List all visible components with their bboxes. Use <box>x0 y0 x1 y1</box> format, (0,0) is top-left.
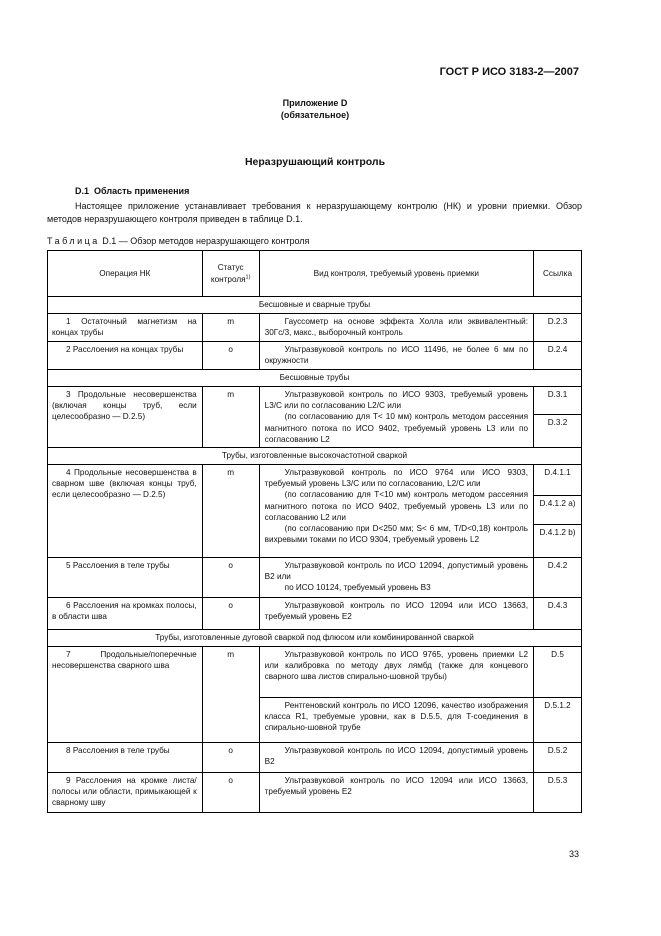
cell-reference: D.3.2 <box>534 415 582 448</box>
table-row <box>48 647 582 698</box>
cell-method: Ультразвуковой контроль по ИСО 12094, допустимый уровень B2 или по ИСО 10124, требуемый уровень B3 <box>259 558 533 598</box>
table-row <box>48 598 582 630</box>
group-row <box>48 448 582 465</box>
cell-reference: D.4.1.1 <box>534 465 582 496</box>
cell-method: Гауссометр на основе эффекта Холла или эквивалентный: 30Гс/3, макс., выборочный контроль <box>259 314 533 342</box>
table-header-row <box>48 251 582 297</box>
table-row <box>48 387 582 415</box>
group-heading: Трубы, изготовленные дуговой сваркой под флюсом или комбинированной сваркой <box>48 630 582 647</box>
cell-operation: 2 Расслоения на концах трубы <box>48 342 203 370</box>
col-header-reference: Ссылка <box>534 251 582 297</box>
cell-method: Ультразвуковой контроль по ИСО 11496, не более 6 мм по окружности <box>259 342 533 370</box>
intro-paragraph <box>47 200 582 225</box>
cell-status: o <box>202 773 259 813</box>
cell-method: Ультразвуковой контроль по ИСО 9764 или ИСО 9303, требуемый уровень L3/C или по согласованию, L2/C или (по согласованию для T<10 мм) контроль методом рассеяния магнитного потока по ИСО 9402, требуемый уровень L3 или по согласованию L2 или (по согласованию при D<250 мм; S< 6 мм, T/D<0,18) контроль вихревыми токами по ИСО 9304, требуемый уровень L2 <box>259 465 533 558</box>
cell-reference: D.2.4 <box>534 342 582 370</box>
annex-title: Приложение D <box>282 98 348 108</box>
group-heading: Трубы, изготовленные высокочастотной сваркой <box>48 448 582 465</box>
cell-reference: D.5.3 <box>534 773 582 813</box>
cell-method: Ультразвуковой контроль по ИСО 12094 или ИСО 13663, требуемый уровень E2 <box>259 598 533 630</box>
cell-method: Рентгеновский контроль по ИСО 12096, качество изображения класса R1, требуемые уровни, как в D.5.5, для T-соединения в спирально-шовной трубе <box>259 698 533 743</box>
cell-status: m <box>202 465 259 558</box>
table-caption-text: D.1 — Обзор методов неразрушающего контроля <box>99 236 310 246</box>
cell-operation: 8 Расслоения в теле трубы <box>48 743 203 773</box>
cell-method: Ультразвуковой контроль по ИСО 9303, требуемый уровень L3/C или по согласованию L2/C или (по согласованию для T< 10 мм) контроль методом рассеяния магнитного потока по ИСО 9402, требуемый уровень L3 или по согласованию L2 <box>259 387 533 448</box>
cell-reference: D.5 <box>534 647 582 698</box>
section-title: Область применения <box>94 186 190 196</box>
table-row <box>48 465 582 496</box>
cell-reference: D.4.1.2 a) <box>534 496 582 525</box>
section-number: D.1 <box>75 186 90 196</box>
cell-operation: 9 Расслоения на кромке листа/полосы или области, примыкающей к сварному шву <box>48 773 203 813</box>
table-row <box>48 773 582 813</box>
footnote-mark: 1) <box>245 273 251 280</box>
group-heading: Бесшовные трубы <box>48 370 582 387</box>
col-header-operation: Операция НК <box>48 251 203 297</box>
ndt-table <box>47 250 582 813</box>
group-row <box>48 630 582 647</box>
cell-status: m <box>202 314 259 342</box>
cell-reference: D.5.2 <box>534 743 582 773</box>
cell-method: Ультразвуковой контроль по ИСО 12094, допустимый уровень B2 <box>259 743 533 773</box>
cell-operation: 7 Продольные/поперечные несовершенства сварного шва <box>48 647 203 743</box>
cell-reference: D.3.1 <box>534 387 582 415</box>
table-row <box>48 558 582 598</box>
cell-method: Ультразвуковой контроль по ИСО 12094 или ИСО 13663, требуемый уровень E2 <box>259 773 533 813</box>
section-heading <box>75 186 189 196</box>
intro-text: Настоящее приложение устанавливает требования к неразрушающему контролю (НК) и уровни приемки. Обзор методов неразрушающего контроля приведен в таблице D.1. <box>47 201 582 224</box>
page-title: Неразрушающий контроль <box>244 156 386 168</box>
col-header-method: Вид контроля, требуемый уровень приемки <box>259 251 533 297</box>
cell-reference: D.4.1.2 b) <box>534 525 582 558</box>
table-caption-label: Таблица <box>47 236 100 246</box>
table-caption <box>47 236 309 246</box>
document-header: ГОСТ Р ИСО 3183-2—2007 <box>439 66 579 78</box>
cell-status: o <box>202 598 259 630</box>
page-number: 33 <box>568 849 579 859</box>
cell-status: o <box>202 558 259 598</box>
table-row <box>48 342 582 370</box>
cell-reference: D.4.2 <box>534 558 582 598</box>
annex-status: (обязательное) <box>280 110 350 120</box>
cell-status: o <box>202 342 259 370</box>
cell-method: Ультразвуковой контроль по ИСО 9765, уровень приемки L2 или калибровка по методу двух лямбд (также для концевого сварного шва листов спирально-шовной трубы) <box>259 647 533 698</box>
cell-operation: 3 Продольные несовершенства (включая концы труб, если целесообразно — D.2.5) <box>48 387 203 448</box>
group-row <box>48 297 582 314</box>
group-heading: Бесшовные и сварные трубы <box>48 297 582 314</box>
cell-operation: 1 Остаточный магнетизм на концах трубы <box>48 314 203 342</box>
cell-status: o <box>202 743 259 773</box>
cell-operation: 6 Расслоения на кромках полосы, в области шва <box>48 598 203 630</box>
cell-reference: D.5.1.2 <box>534 698 582 743</box>
cell-reference: D.4.3 <box>534 598 582 630</box>
cell-status: m <box>202 387 259 448</box>
col-header-status-text: Статус контроля <box>210 263 246 284</box>
table-row <box>48 314 582 342</box>
table-row <box>48 743 582 773</box>
annex-heading <box>0 97 630 121</box>
cell-reference: D.2.3 <box>534 314 582 342</box>
col-header-status <box>202 251 259 297</box>
cell-operation: 4 Продольные несовершенства в сварном шве (включая концы труб, если целесообразно — D.2.5) <box>48 465 203 558</box>
cell-operation: 5 Расслоения в теле трубы <box>48 558 203 598</box>
cell-status: m <box>202 647 259 743</box>
group-row <box>48 370 582 387</box>
